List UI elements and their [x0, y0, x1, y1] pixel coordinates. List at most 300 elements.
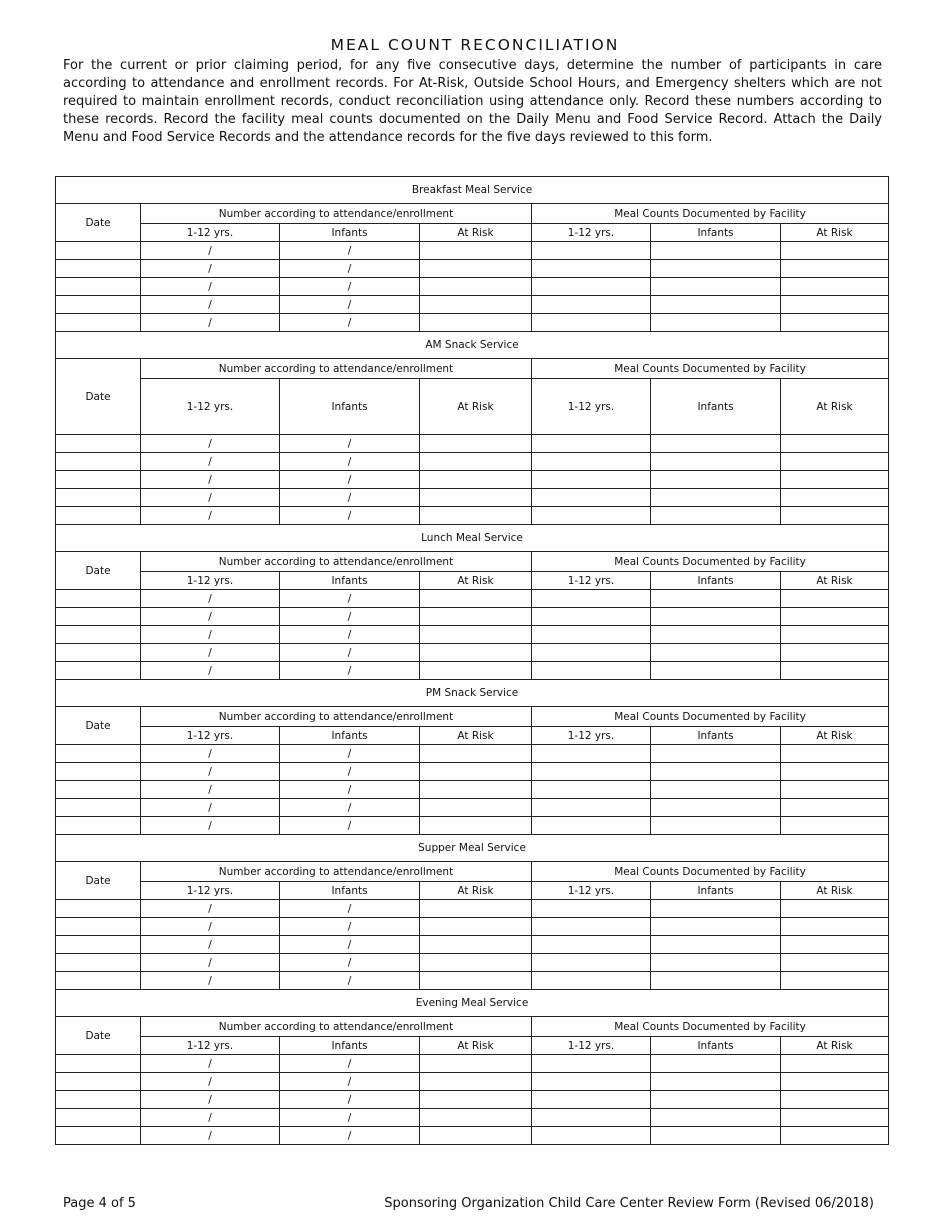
entry-cell[interactable] — [651, 260, 781, 278]
entry-cell[interactable] — [420, 507, 532, 525]
table-row — [56, 590, 889, 608]
entry-cell[interactable] — [781, 1091, 889, 1109]
entry-cell[interactable] — [781, 278, 889, 296]
column-header: At Risk — [420, 572, 532, 590]
instructions-paragraph: For the current or prior claiming period, for any five consecutive days, determine the number of participants in care according to attendance and enrollment records. For At-Risk, Outside School Hours, and Emergency shelters which are not required to maintain enrollment records, conduct reconciliation using attendance only. Record these numbers according to these records. Record the facility meal counts documented on the Daily Menu and Food Service Record. Attach the Daily Menu and Food Service Records and the attendance records for the five days reviewed to this form. — [63, 58, 882, 145]
entry-cell[interactable] — [532, 799, 651, 817]
date-column-header: Date — [56, 552, 141, 590]
entry-cell[interactable] — [532, 296, 651, 314]
date-cell[interactable] — [56, 918, 141, 936]
entry-cell[interactable] — [532, 453, 651, 471]
column-header: 1-12 yrs. — [532, 1037, 651, 1055]
table-row — [56, 900, 889, 918]
section-header-row — [56, 990, 889, 1017]
entry-cell[interactable]: / — [280, 608, 420, 626]
entry-cell[interactable] — [781, 936, 889, 954]
entry-cell[interactable] — [781, 763, 889, 781]
entry-cell[interactable] — [532, 900, 651, 918]
entry-cell[interactable]: / — [280, 1127, 420, 1145]
entry-cell[interactable] — [532, 763, 651, 781]
entry-cell[interactable] — [781, 918, 889, 936]
table-row — [56, 1127, 889, 1145]
entry-cell[interactable] — [781, 1127, 889, 1145]
column-header: Infants — [280, 224, 420, 242]
entry-cell[interactable]: / — [141, 260, 280, 278]
entry-cell[interactable]: / — [141, 435, 280, 453]
entry-cell[interactable]: / — [280, 260, 420, 278]
column-header: At Risk — [420, 224, 532, 242]
entry-cell[interactable] — [781, 435, 889, 453]
entry-cell[interactable] — [532, 745, 651, 763]
attendance-group-header: Number according to attendance/enrollment — [141, 862, 532, 882]
entry-cell[interactable]: / — [280, 278, 420, 296]
entry-cell[interactable]: / — [280, 489, 420, 507]
column-header: 1-12 yrs. — [532, 224, 651, 242]
table-row — [56, 972, 889, 990]
entry-cell[interactable]: / — [141, 507, 280, 525]
date-column-header: Date — [56, 204, 141, 242]
entry-cell[interactable]: / — [280, 242, 420, 260]
entry-cell[interactable]: / — [141, 745, 280, 763]
entry-cell[interactable]: / — [141, 799, 280, 817]
entry-cell[interactable]: / — [280, 1055, 420, 1073]
date-cell[interactable] — [56, 242, 141, 260]
entry-cell[interactable] — [420, 296, 532, 314]
entry-cell[interactable] — [532, 507, 651, 525]
table-row — [56, 781, 889, 799]
entry-cell[interactable] — [651, 1091, 781, 1109]
entry-cell[interactable] — [651, 763, 781, 781]
date-cell[interactable] — [56, 507, 141, 525]
entry-cell[interactable] — [532, 1127, 651, 1145]
entry-cell[interactable] — [420, 662, 532, 680]
date-cell[interactable] — [56, 781, 141, 799]
column-header: Infants — [651, 379, 781, 435]
entry-cell[interactable]: / — [141, 900, 280, 918]
entry-cell[interactable]: / — [141, 972, 280, 990]
entry-cell[interactable] — [651, 242, 781, 260]
entry-cell[interactable] — [420, 817, 532, 835]
entry-cell[interactable] — [420, 242, 532, 260]
entry-cell[interactable] — [532, 972, 651, 990]
entry-cell[interactable]: / — [280, 1091, 420, 1109]
entry-cell[interactable] — [532, 918, 651, 936]
entry-cell[interactable]: / — [280, 626, 420, 644]
entry-cell[interactable] — [781, 745, 889, 763]
entry-cell[interactable] — [651, 1109, 781, 1127]
date-column-header: Date — [56, 707, 141, 745]
entry-cell[interactable] — [651, 662, 781, 680]
entry-cell[interactable]: / — [280, 471, 420, 489]
entry-cell[interactable] — [420, 489, 532, 507]
column-header-row — [56, 1037, 889, 1055]
entry-cell[interactable] — [420, 435, 532, 453]
date-cell[interactable] — [56, 954, 141, 972]
date-cell[interactable] — [56, 662, 141, 680]
entry-cell[interactable]: / — [280, 314, 420, 332]
entry-cell[interactable] — [651, 314, 781, 332]
entry-cell[interactable]: / — [141, 626, 280, 644]
entry-cell[interactable] — [781, 260, 889, 278]
entry-cell[interactable]: / — [141, 954, 280, 972]
date-cell[interactable] — [56, 972, 141, 990]
entry-cell[interactable] — [420, 590, 532, 608]
entry-cell[interactable]: / — [280, 900, 420, 918]
entry-cell[interactable] — [781, 817, 889, 835]
entry-cell[interactable]: / — [280, 954, 420, 972]
date-cell[interactable] — [56, 278, 141, 296]
column-header: 1-12 yrs. — [532, 727, 651, 745]
section-header-row — [56, 835, 889, 862]
entry-cell[interactable] — [420, 972, 532, 990]
entry-cell[interactable]: / — [280, 590, 420, 608]
date-cell[interactable] — [56, 1109, 141, 1127]
entry-cell[interactable] — [532, 242, 651, 260]
date-cell[interactable] — [56, 900, 141, 918]
entry-cell[interactable] — [532, 1109, 651, 1127]
entry-cell[interactable] — [532, 936, 651, 954]
section-title: PM Snack Service — [56, 680, 889, 707]
entry-cell[interactable] — [420, 1073, 532, 1091]
date-cell[interactable] — [56, 763, 141, 781]
entry-cell[interactable] — [651, 1055, 781, 1073]
entry-cell[interactable]: / — [280, 662, 420, 680]
entry-cell[interactable] — [651, 1073, 781, 1091]
date-cell[interactable] — [56, 590, 141, 608]
entry-cell[interactable] — [532, 781, 651, 799]
facility-group-header: Meal Counts Documented by Facility — [532, 707, 889, 727]
entry-cell[interactable] — [420, 954, 532, 972]
entry-cell[interactable] — [651, 489, 781, 507]
column-header: 1-12 yrs. — [532, 572, 651, 590]
table-row — [56, 1109, 889, 1127]
table-row — [56, 608, 889, 626]
entry-cell[interactable] — [781, 608, 889, 626]
table-row — [56, 763, 889, 781]
entry-cell[interactable]: / — [141, 1073, 280, 1091]
entry-cell[interactable]: / — [141, 278, 280, 296]
table-row — [56, 453, 889, 471]
entry-cell[interactable] — [651, 972, 781, 990]
entry-cell[interactable]: / — [280, 1109, 420, 1127]
entry-cell[interactable]: / — [280, 507, 420, 525]
entry-cell[interactable]: / — [141, 918, 280, 936]
entry-cell[interactable] — [781, 644, 889, 662]
date-cell[interactable] — [56, 799, 141, 817]
table-row — [56, 242, 889, 260]
entry-cell[interactable] — [781, 590, 889, 608]
entry-cell[interactable]: / — [141, 1091, 280, 1109]
entry-cell[interactable]: / — [141, 1109, 280, 1127]
entry-cell[interactable]: / — [280, 918, 420, 936]
column-header: At Risk — [781, 572, 889, 590]
entry-cell[interactable] — [781, 799, 889, 817]
date-cell[interactable] — [56, 817, 141, 835]
table-row — [56, 1055, 889, 1073]
entry-cell[interactable]: / — [141, 453, 280, 471]
entry-cell[interactable] — [651, 745, 781, 763]
facility-group-header: Meal Counts Documented by Facility — [532, 862, 889, 882]
entry-cell[interactable] — [420, 1109, 532, 1127]
column-header: Infants — [651, 882, 781, 900]
date-cell[interactable] — [56, 644, 141, 662]
entry-cell[interactable] — [532, 471, 651, 489]
section-header-row — [56, 332, 889, 359]
entry-cell[interactable] — [651, 799, 781, 817]
column-header: 1-12 yrs. — [141, 379, 280, 435]
column-header: At Risk — [781, 1037, 889, 1055]
entry-cell[interactable] — [781, 781, 889, 799]
entry-cell[interactable] — [781, 296, 889, 314]
entry-cell[interactable] — [651, 781, 781, 799]
entry-cell[interactable] — [781, 662, 889, 680]
entry-cell[interactable]: / — [280, 763, 420, 781]
entry-cell[interactable]: / — [280, 781, 420, 799]
form-name: Sponsoring Organization Child Care Center Review Form (Revised 06/2018) — [384, 1196, 874, 1211]
page-number: Page 4 of 5 — [63, 1196, 136, 1211]
date-cell[interactable] — [56, 453, 141, 471]
table-row — [56, 507, 889, 525]
entry-cell[interactable] — [420, 608, 532, 626]
table-row — [56, 745, 889, 763]
date-cell[interactable] — [56, 435, 141, 453]
date-cell[interactable] — [56, 471, 141, 489]
entry-cell[interactable] — [651, 817, 781, 835]
column-header-row — [56, 224, 889, 242]
table-row — [56, 471, 889, 489]
attendance-group-header: Number according to attendance/enrollment — [141, 359, 532, 379]
entry-cell[interactable]: / — [280, 1073, 420, 1091]
section-header-row — [56, 680, 889, 707]
entry-cell[interactable] — [532, 1091, 651, 1109]
column-header-row — [56, 572, 889, 590]
entry-cell[interactable] — [651, 278, 781, 296]
entry-cell[interactable] — [781, 972, 889, 990]
entry-cell[interactable] — [781, 453, 889, 471]
attendance-group-header: Number according to attendance/enrollment — [141, 707, 532, 727]
entry-cell[interactable] — [420, 453, 532, 471]
column-header: Infants — [280, 882, 420, 900]
entry-cell[interactable]: / — [280, 745, 420, 763]
entry-cell[interactable] — [420, 781, 532, 799]
entry-cell[interactable]: / — [141, 817, 280, 835]
entry-cell[interactable] — [532, 644, 651, 662]
section-header-row — [56, 525, 889, 552]
entry-cell[interactable] — [651, 918, 781, 936]
entry-cell[interactable] — [420, 471, 532, 489]
column-header: 1-12 yrs. — [532, 379, 651, 435]
entry-cell[interactable] — [781, 471, 889, 489]
entry-cell[interactable] — [781, 507, 889, 525]
table-row — [56, 260, 889, 278]
date-cell[interactable] — [56, 1091, 141, 1109]
entry-cell[interactable] — [781, 242, 889, 260]
entry-cell[interactable] — [420, 900, 532, 918]
facility-group-header: Meal Counts Documented by Facility — [532, 359, 889, 379]
column-header: 1-12 yrs. — [141, 882, 280, 900]
entry-cell[interactable]: / — [280, 817, 420, 835]
entry-cell[interactable] — [532, 1073, 651, 1091]
group-header-row — [56, 862, 889, 882]
entry-cell[interactable] — [420, 278, 532, 296]
date-cell[interactable] — [56, 296, 141, 314]
entry-cell[interactable] — [651, 644, 781, 662]
column-header: Infants — [280, 572, 420, 590]
entry-cell[interactable] — [532, 954, 651, 972]
table-row — [56, 918, 889, 936]
section-title: Lunch Meal Service — [56, 525, 889, 552]
column-header: At Risk — [420, 727, 532, 745]
column-header: Infants — [651, 572, 781, 590]
entry-cell[interactable]: / — [141, 590, 280, 608]
entry-cell[interactable] — [781, 1109, 889, 1127]
column-header: 1-12 yrs. — [141, 1037, 280, 1055]
column-header: Infants — [651, 224, 781, 242]
table-row — [56, 1091, 889, 1109]
entry-cell[interactable] — [781, 489, 889, 507]
date-cell[interactable] — [56, 260, 141, 278]
entry-cell[interactable]: / — [280, 435, 420, 453]
table-row — [56, 954, 889, 972]
attendance-group-header: Number according to attendance/enrollment — [141, 204, 532, 224]
entry-cell[interactable] — [532, 314, 651, 332]
entry-cell[interactable] — [420, 745, 532, 763]
entry-cell[interactable] — [532, 489, 651, 507]
entry-cell[interactable]: / — [141, 242, 280, 260]
date-cell[interactable] — [56, 1073, 141, 1091]
entry-cell[interactable] — [781, 314, 889, 332]
date-cell[interactable] — [56, 745, 141, 763]
entry-cell[interactable] — [532, 435, 651, 453]
entry-cell[interactable]: / — [141, 608, 280, 626]
attendance-group-header: Number according to attendance/enrollment — [141, 552, 532, 572]
entry-cell[interactable] — [532, 1055, 651, 1073]
entry-cell[interactable] — [420, 1055, 532, 1073]
column-header: 1-12 yrs. — [532, 882, 651, 900]
entry-cell[interactable]: / — [280, 453, 420, 471]
entry-cell[interactable] — [532, 608, 651, 626]
entry-cell[interactable]: / — [141, 662, 280, 680]
entry-cell[interactable]: / — [280, 972, 420, 990]
entry-cell[interactable] — [420, 1091, 532, 1109]
column-header-row — [56, 882, 889, 900]
table-row — [56, 1073, 889, 1091]
entry-cell[interactable] — [651, 453, 781, 471]
table-row — [56, 435, 889, 453]
column-header: At Risk — [781, 379, 889, 435]
date-cell[interactable] — [56, 626, 141, 644]
entry-cell[interactable]: / — [141, 1055, 280, 1073]
entry-cell[interactable]: / — [141, 644, 280, 662]
table-row — [56, 936, 889, 954]
entry-cell[interactable] — [781, 900, 889, 918]
attendance-group-header: Number according to attendance/enrollment — [141, 1017, 532, 1037]
entry-cell[interactable] — [420, 763, 532, 781]
entry-cell[interactable] — [651, 590, 781, 608]
entry-cell[interactable]: / — [141, 471, 280, 489]
column-header-row — [56, 379, 889, 435]
date-cell[interactable] — [56, 608, 141, 626]
date-cell[interactable] — [56, 1055, 141, 1073]
column-header: At Risk — [781, 727, 889, 745]
entry-cell[interactable] — [420, 626, 532, 644]
date-cell[interactable] — [56, 314, 141, 332]
entry-cell[interactable] — [420, 1127, 532, 1145]
entry-cell[interactable] — [420, 799, 532, 817]
entry-cell[interactable] — [651, 954, 781, 972]
entry-cell[interactable]: / — [141, 781, 280, 799]
date-cell[interactable] — [56, 1127, 141, 1145]
entry-cell[interactable]: / — [280, 644, 420, 662]
entry-cell[interactable]: / — [141, 314, 280, 332]
entry-cell[interactable] — [532, 590, 651, 608]
entry-cell[interactable] — [532, 260, 651, 278]
entry-cell[interactable] — [651, 1127, 781, 1145]
section-title: Breakfast Meal Service — [56, 177, 889, 204]
entry-cell[interactable]: / — [280, 799, 420, 817]
column-header: Infants — [280, 1037, 420, 1055]
entry-cell[interactable] — [420, 644, 532, 662]
column-header: At Risk — [781, 882, 889, 900]
entry-cell[interactable] — [651, 900, 781, 918]
entry-cell[interactable] — [532, 626, 651, 644]
entry-cell[interactable]: / — [141, 296, 280, 314]
group-header-row — [56, 552, 889, 572]
column-header: 1-12 yrs. — [141, 572, 280, 590]
entry-cell[interactable] — [651, 435, 781, 453]
date-cell[interactable] — [56, 489, 141, 507]
table-row — [56, 278, 889, 296]
entry-cell[interactable] — [781, 1055, 889, 1073]
entry-cell[interactable]: / — [280, 296, 420, 314]
entry-cell[interactable] — [781, 626, 889, 644]
entry-cell[interactable]: / — [141, 763, 280, 781]
entry-cell[interactable] — [420, 260, 532, 278]
entry-cell[interactable]: / — [141, 1127, 280, 1145]
entry-cell[interactable] — [532, 817, 651, 835]
entry-cell[interactable]: / — [280, 936, 420, 954]
group-header-row — [56, 1017, 889, 1037]
entry-cell[interactable] — [532, 662, 651, 680]
table-row — [56, 296, 889, 314]
date-column-header: Date — [56, 862, 141, 900]
column-header-row — [56, 727, 889, 745]
entry-cell[interactable] — [532, 278, 651, 296]
entry-cell[interactable] — [420, 314, 532, 332]
entry-cell[interactable] — [651, 471, 781, 489]
entry-cell[interactable]: / — [141, 936, 280, 954]
entry-cell[interactable] — [781, 1073, 889, 1091]
entry-cell[interactable] — [781, 954, 889, 972]
group-header-row — [56, 707, 889, 727]
date-column-header: Date — [56, 359, 141, 435]
date-cell[interactable] — [56, 936, 141, 954]
entry-cell[interactable] — [420, 936, 532, 954]
entry-cell[interactable] — [651, 296, 781, 314]
section-title: AM Snack Service — [56, 332, 889, 359]
section-title: Supper Meal Service — [56, 835, 889, 862]
entry-cell[interactable] — [420, 918, 532, 936]
entry-cell[interactable] — [651, 936, 781, 954]
group-header-row — [56, 359, 889, 379]
entry-cell[interactable] — [651, 608, 781, 626]
table-row — [56, 489, 889, 507]
entry-cell[interactable] — [651, 507, 781, 525]
column-header: At Risk — [420, 882, 532, 900]
table-row — [56, 314, 889, 332]
entry-cell[interactable] — [651, 626, 781, 644]
entry-cell[interactable]: / — [141, 489, 280, 507]
